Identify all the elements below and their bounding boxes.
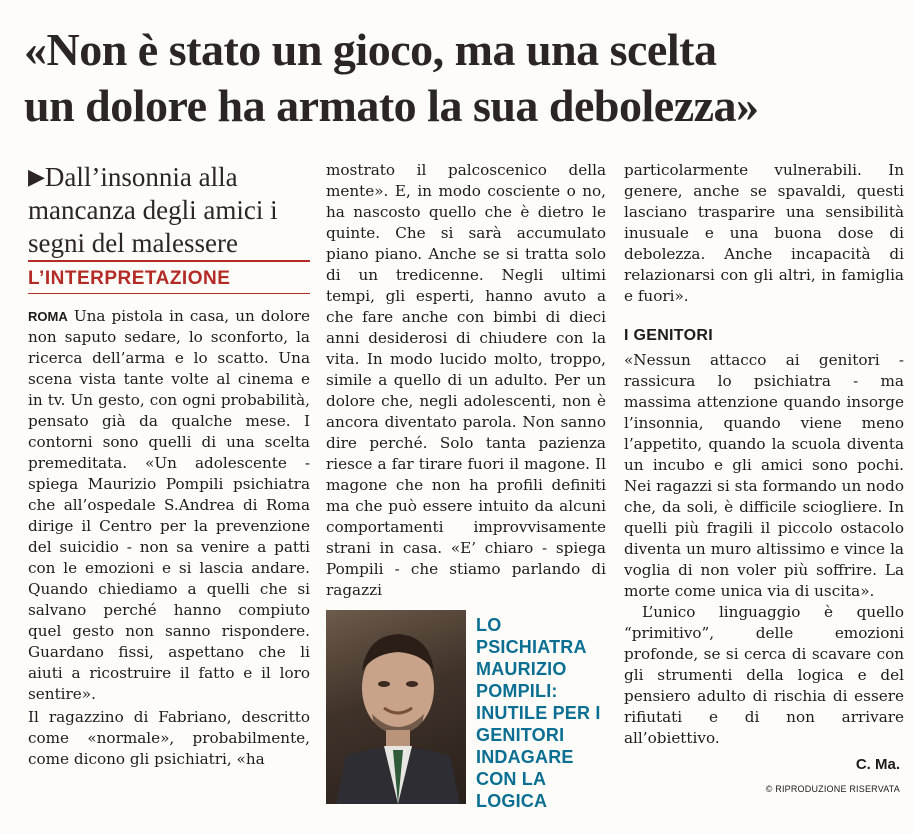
column-3-paragraph-2: «Nessun attacco ai genitori - rassicura lo psichiatra - ma massima attenzione quando insorge l’insonnia, quando viene meno l’appetito, quando la scuola diventa un incubo e gli amici sono pochi. Nei ragazzi si sta formando un nodo che, da soli, è difficile sciogliere. In quelli più fragili il piccolo ostacolo diventa un muro altissimo e vince la voglia di non voler più soffrire. La morte come unica via di uscita». xyxy=(624,351,904,600)
author-signature: C. Ma. xyxy=(855,756,900,773)
portrait-illustration xyxy=(326,610,466,804)
photo-caption: LO PSICHIATRA MAURIZIO POMPILI: INUTILE PER I GENITORI INDAGARE CON LA LOGICA xyxy=(476,615,601,811)
copyright-notice: © RIPRODUZIONE RISERVATA xyxy=(765,784,900,794)
triangle-marker-icon: ▶ xyxy=(28,164,45,189)
headline-line-1: «Non è stato un gioco, ma una scelta xyxy=(24,24,717,75)
subhead-genitori: I GENITORI xyxy=(624,327,713,344)
dateline: ROMA xyxy=(28,309,68,324)
summary xyxy=(28,160,310,260)
column-2-paragraph-1: mostrato il palcoscenico della mente». E, in modo cosciente o no, ha nascosto quello che è dietro le quinte. Che si sarà accumulato piano piano. Anche se si tratta solo di un tredicenne. Negli ultimi tempi, gli esperti, hanno avuto a che fare anche con bimbi di dieci anni desiderosi di chiudere con la vita. In modo lucido molto, troppo, simile a quello di un adulto. Per un dolore che, negli adolescenti, non è ancora diventato parola. Non sanno dire perché. Solo tanta pazienza riesce a far tirare fuori il magone. Il magone che non ha profili definiti ma che può essere intuito da alcuni comportamenti improvvisamente strani in casa. «E’ chiaro - spiega Pompili - che stiamo parlando di ragazzi xyxy=(326,161,606,599)
column-1-text-1: Una pistola in casa, un dolore non saputo sedare, lo sconforto, la ricerca dell’arma e lo scatto. Una scena vista tante volte al cinema e in tv. Un gesto, con ogni probabilità, pensato già da qualche mese. I contorni sono quelli di una scelta premeditata. «Un adolescente - spiega Maurizio Pompili psichiatra che all’ospedale S.Andrea di Roma dirige il Centro per la prevenzione del suicidio - non sa venire a patti con le emozioni e si lascia andare. Quando chiediamo a quelli che si salvano perché hanno compiuto quel gesto non sanno rispondere. Guardano fissi, aspettano che li aiuti a ricostruire il fatto e il loro sentire». xyxy=(28,307,310,703)
column-2 xyxy=(326,160,606,601)
summary-text: Dall’insonnia alla mancanza degli amici i segni del malessere xyxy=(28,162,278,258)
headline-line-2: un dolore ha armato la sua debolezza» xyxy=(24,80,759,131)
portrait-photo xyxy=(326,610,466,804)
section-title: L’INTERPRETAZIONE xyxy=(28,260,310,294)
column-3-paragraph-1: particolarmente vulnerabili. In genere, anche se spavaldi, questi lasciano trasparire una sensibilità inusuale e una buona dose di debolezza. Anche incapacità di relazionarsi con gli altri, in famiglia e fuori». xyxy=(624,161,904,305)
column-3 xyxy=(624,160,904,749)
column-1-paragraph-1 xyxy=(28,306,310,705)
photo-box xyxy=(326,610,606,811)
column-1-paragraph-2: Il ragazzino di Fabriano, descritto come «normale», probabilmente, come dicono gli psichiatri, «ha xyxy=(28,708,310,768)
headline xyxy=(24,22,904,134)
column-3-paragraph-3: L’unico linguaggio è quello “primitivo”, delle emozioni profonde, se si cerca di scavare con gli strumenti della logica e del pensiero adulto di rischia di essere rifiutati e di non arrivare all’obiettivo. xyxy=(624,603,904,747)
column-1 xyxy=(28,160,310,770)
